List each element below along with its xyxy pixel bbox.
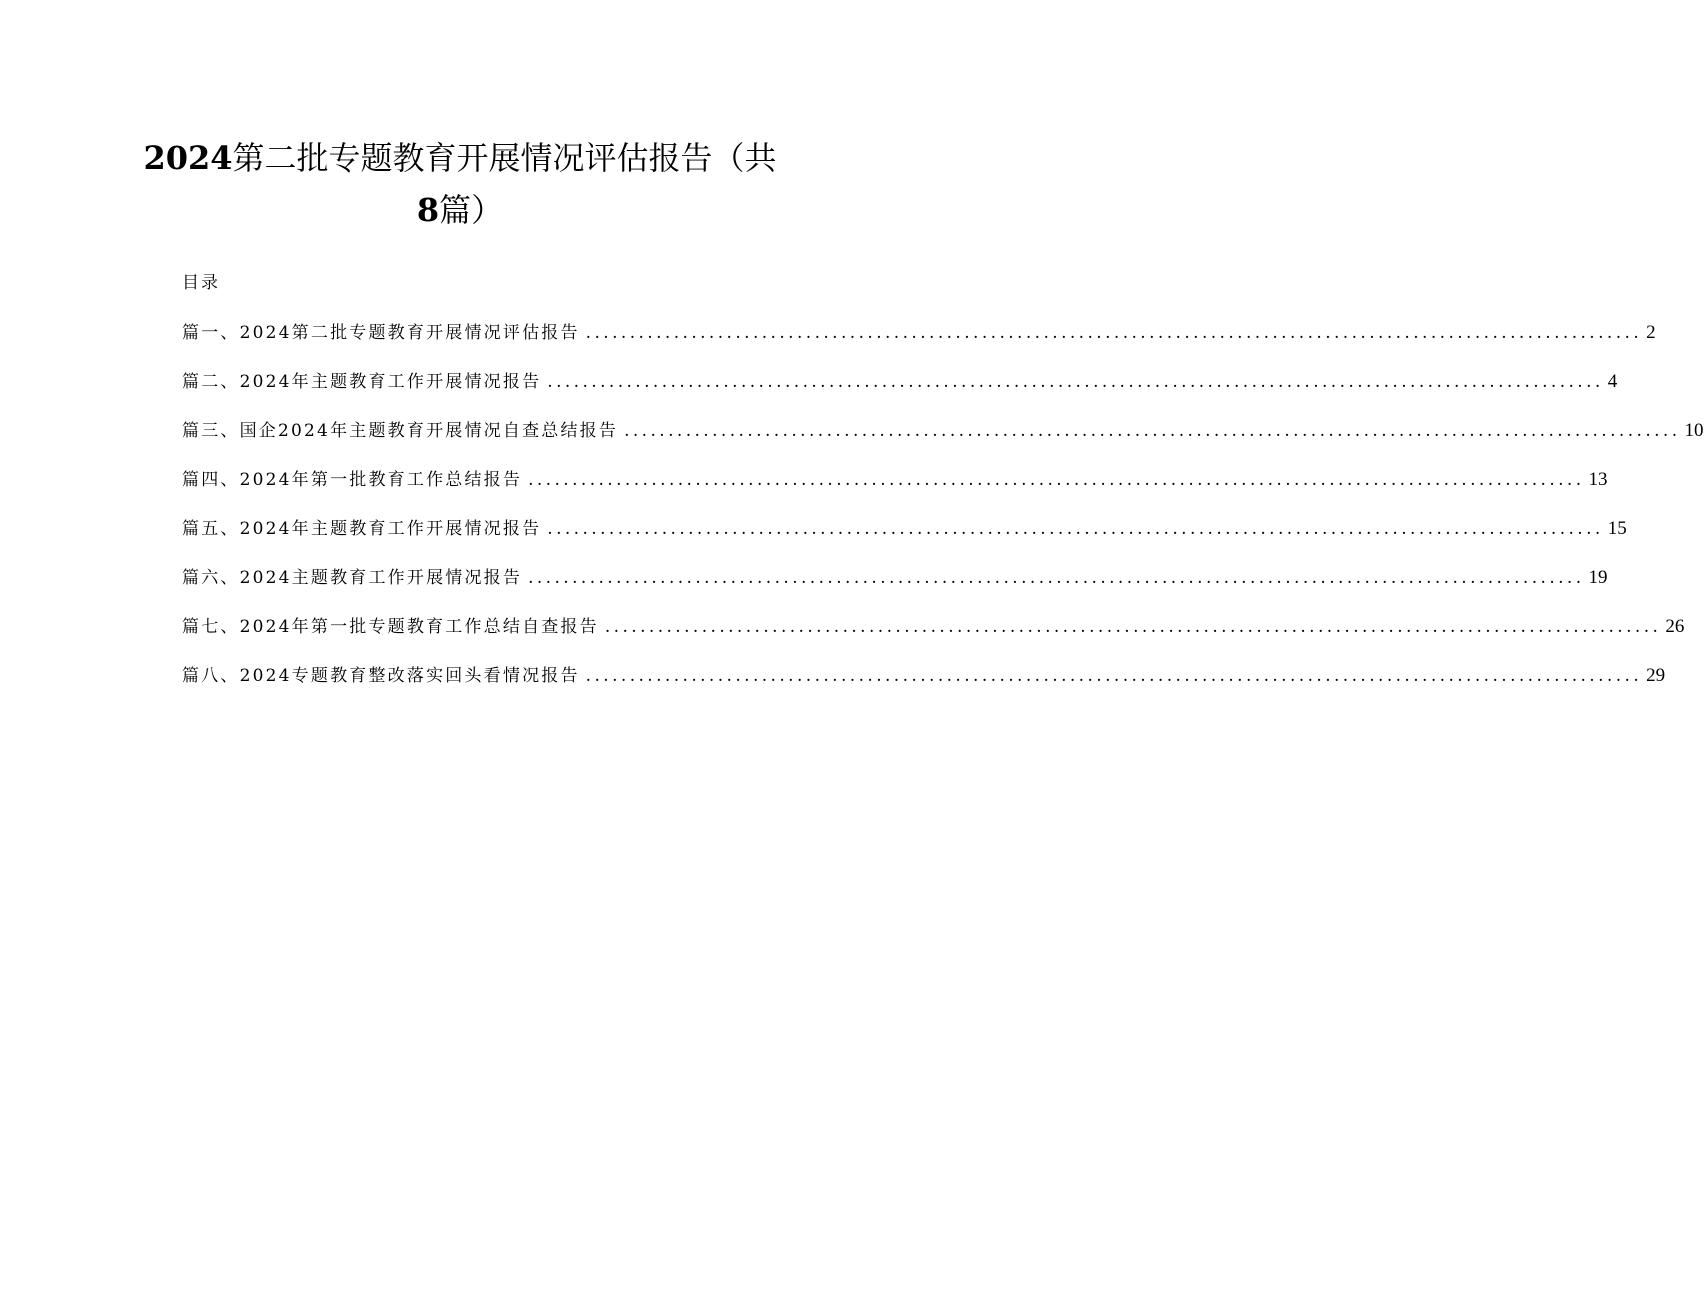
table-of-contents <box>182 318 1704 710</box>
toc-leader-dots: ........................................................................................................................ <box>547 372 1604 392</box>
title-line-1: 2024第二批专题教育开展情况评估报告（共 <box>143 139 777 177</box>
toc-leader-dots: ........................................................................................................................ <box>585 323 1643 343</box>
toc-entry[interactable] <box>182 563 1608 612</box>
toc-leader-dots: ........................................................................................................................ <box>547 519 1604 539</box>
toc-entry-page: 26 <box>1665 616 1685 637</box>
toc-entry-page: 10 <box>1684 420 1704 441</box>
toc-entry-title: 篇二、2024年主题教育工作开展情况报告 <box>182 372 542 392</box>
toc-entry-title: 篇一、2024第二批专题教育开展情况评估报告 <box>182 323 580 343</box>
toc-entry-title: 篇七、2024年第一批专题教育工作总结自查报告 <box>182 617 599 637</box>
document-title <box>120 132 800 236</box>
toc-leader-dots: ........................................................................................................................ <box>585 666 1643 686</box>
toc-entry[interactable] <box>182 514 1627 563</box>
toc-entry[interactable] <box>182 318 1656 367</box>
toc-leader-dots: ........................................................................................................................ <box>528 470 1585 490</box>
toc-leader-dots: ........................................................................................................................ <box>624 421 1681 441</box>
toc-entry-page: 29 <box>1646 665 1666 686</box>
toc-entry[interactable] <box>182 612 1685 661</box>
toc-entry-page: 19 <box>1588 567 1608 588</box>
toc-heading: 目录 <box>182 273 220 293</box>
toc-leader-dots: ........................................................................................................................ <box>604 617 1662 637</box>
title-line-2: 8篇） <box>416 191 504 229</box>
toc-entry-page: 13 <box>1588 469 1608 490</box>
toc-entry-title: 篇三、国企2024年主题教育开展情况自查总结报告 <box>182 421 619 441</box>
toc-entry-title: 篇四、2024年第一批教育工作总结报告 <box>182 470 523 490</box>
toc-entry-page: 2 <box>1646 322 1656 343</box>
toc-entry-title: 篇六、2024主题教育工作开展情况报告 <box>182 568 523 588</box>
toc-entry-title: 篇八、2024专题教育整改落实回头看情况报告 <box>182 666 580 686</box>
toc-leader-dots: ........................................................................................................................ <box>528 568 1585 588</box>
toc-entry[interactable] <box>182 367 1618 416</box>
toc-entry-title: 篇五、2024年主题教育工作开展情况报告 <box>182 519 542 539</box>
toc-entry[interactable] <box>182 661 1666 710</box>
toc-entry[interactable] <box>182 465 1608 514</box>
toc-entry-page: 4 <box>1607 371 1618 392</box>
toc-entry-page: 15 <box>1607 518 1627 539</box>
toc-entry[interactable] <box>182 416 1704 465</box>
